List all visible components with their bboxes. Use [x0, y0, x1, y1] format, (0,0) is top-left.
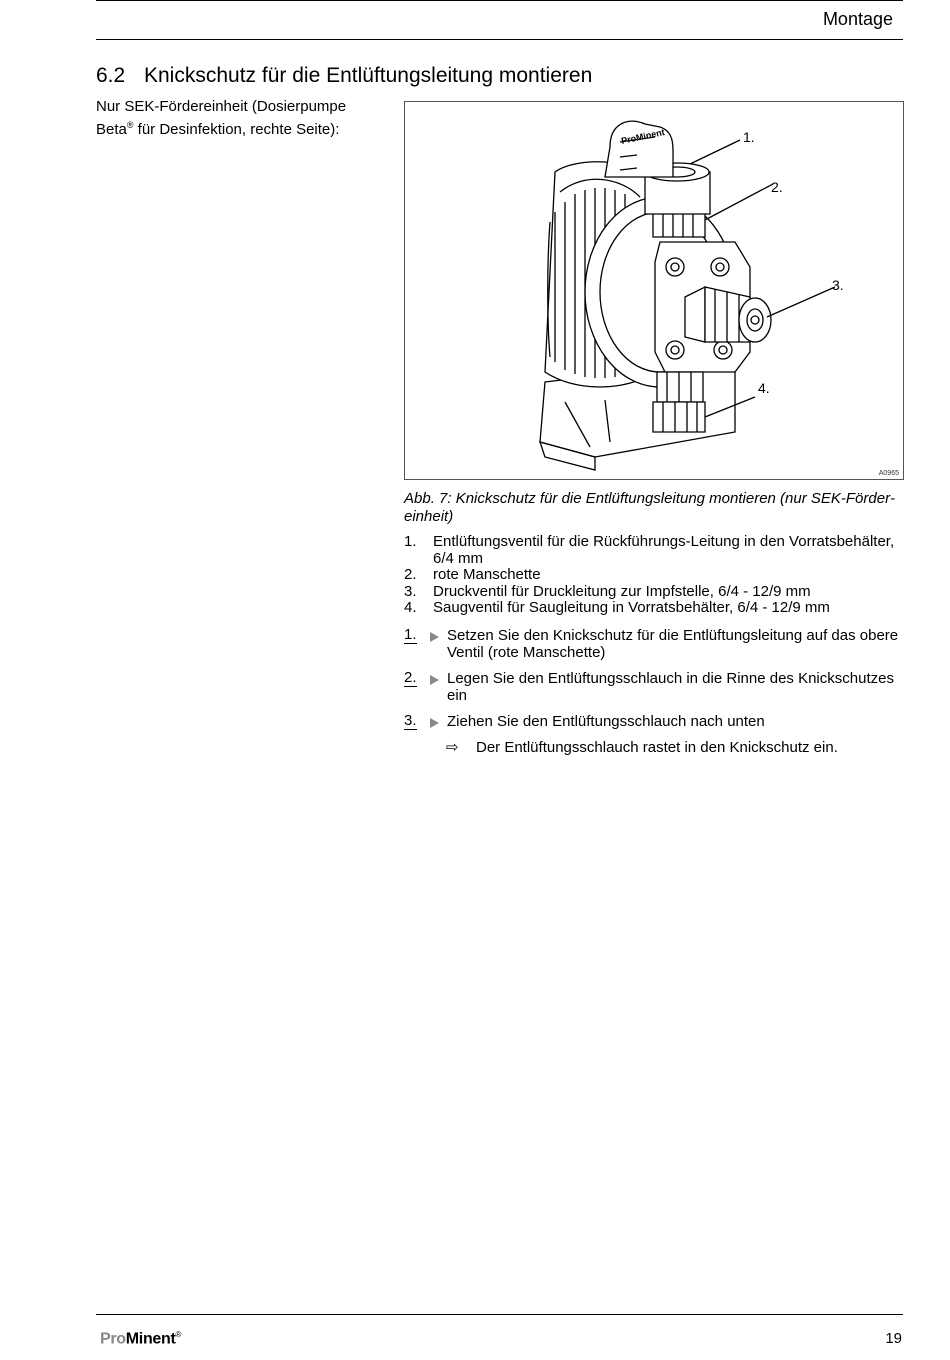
figure-caption: Abb. 7: Knickschutz für die Entlüftungsleitung montieren (nur SEK-Fördereinheit) [404, 490, 896, 525]
chapter-title: Montage [822, 9, 893, 29]
legend-number: 4. [404, 599, 417, 616]
callout-3: 3. [832, 277, 844, 293]
legend-number: 3. [404, 582, 417, 600]
legend-item [404, 534, 902, 567]
side-note-line2: für Desinfektion, rechte Seite): [133, 121, 340, 138]
legend-text: rote Manschette [433, 566, 541, 583]
figure-code: A0965 [878, 470, 899, 477]
legend-item [404, 567, 902, 584]
prominent-logo [100, 1330, 181, 1348]
instruction-steps [404, 627, 902, 756]
figure-legend [404, 534, 902, 617]
side-note-line1: Nur SEK-Fördereinheit (Dosierpumpe [96, 98, 347, 115]
legend-item [404, 584, 902, 601]
callout-1: 1. [743, 129, 755, 145]
legend-text: Entlüftungsventil für die Rückführungs-Leitung in den Vorratsbehälter, 6/4 mm [433, 533, 895, 567]
pump-brand-label: ProMinent [620, 127, 666, 146]
legend-item [404, 600, 902, 617]
step-text: Legen Sie den Entlüftungsschlauch in die Rinne des Knickschutzes ein [447, 670, 894, 704]
section-number: 6.2 [96, 64, 126, 87]
callout-4: 4. [758, 380, 770, 396]
instruction-step [404, 713, 902, 730]
logo-registered-mark: ® [175, 1330, 182, 1339]
step-arrow-icon [430, 718, 439, 728]
result-text: Der Entlüftungsschlauch rastet in den Knickschutz ein. [476, 739, 838, 756]
step-number: 1. [404, 626, 417, 643]
step-number: 2. [404, 669, 417, 686]
step-text: Ziehen Sie den Entlüftungsschlauch nach unten [447, 713, 765, 730]
instruction-step [404, 670, 902, 704]
step-arrow-icon [430, 632, 439, 642]
section-title: Knickschutz für die Entlüftungsleitung montieren [144, 64, 593, 87]
logo-minent: Minent [125, 1330, 176, 1348]
result-arrow-icon: ⇨ [446, 739, 459, 756]
step-text: Setzen Sie den Knickschutz für die Entlüftungsleitung auf das obere Ventil (rote Manschette) [447, 627, 899, 661]
pump-illustration [405, 102, 903, 479]
legend-number: 2. [404, 566, 417, 583]
legend-number: 1. [404, 533, 417, 550]
side-note-beta: Beta [96, 121, 127, 138]
legend-text: Saugventil für Saugleitung in Vorratsbehälter, 6/4 - 12/9 mm [433, 599, 830, 616]
footer-rule [96, 1314, 903, 1315]
instruction-step [404, 627, 902, 661]
header-rule [96, 0, 903, 1]
step-number: 3. [404, 712, 417, 729]
callout-2: 2. [771, 179, 783, 195]
step-result [404, 739, 902, 756]
header-underline [96, 39, 903, 40]
legend-text: Druckventil für Druckleitung zur Impfstelle, 6/4 - 12/9 mm [433, 582, 811, 600]
page-number: 19 [885, 1330, 902, 1347]
section-heading [96, 64, 592, 88]
logo-pro: Pro [100, 1330, 126, 1348]
step-arrow-icon [430, 675, 439, 685]
side-note [96, 98, 376, 139]
registered-mark: ® [126, 120, 134, 130]
pump-figure [404, 101, 904, 480]
